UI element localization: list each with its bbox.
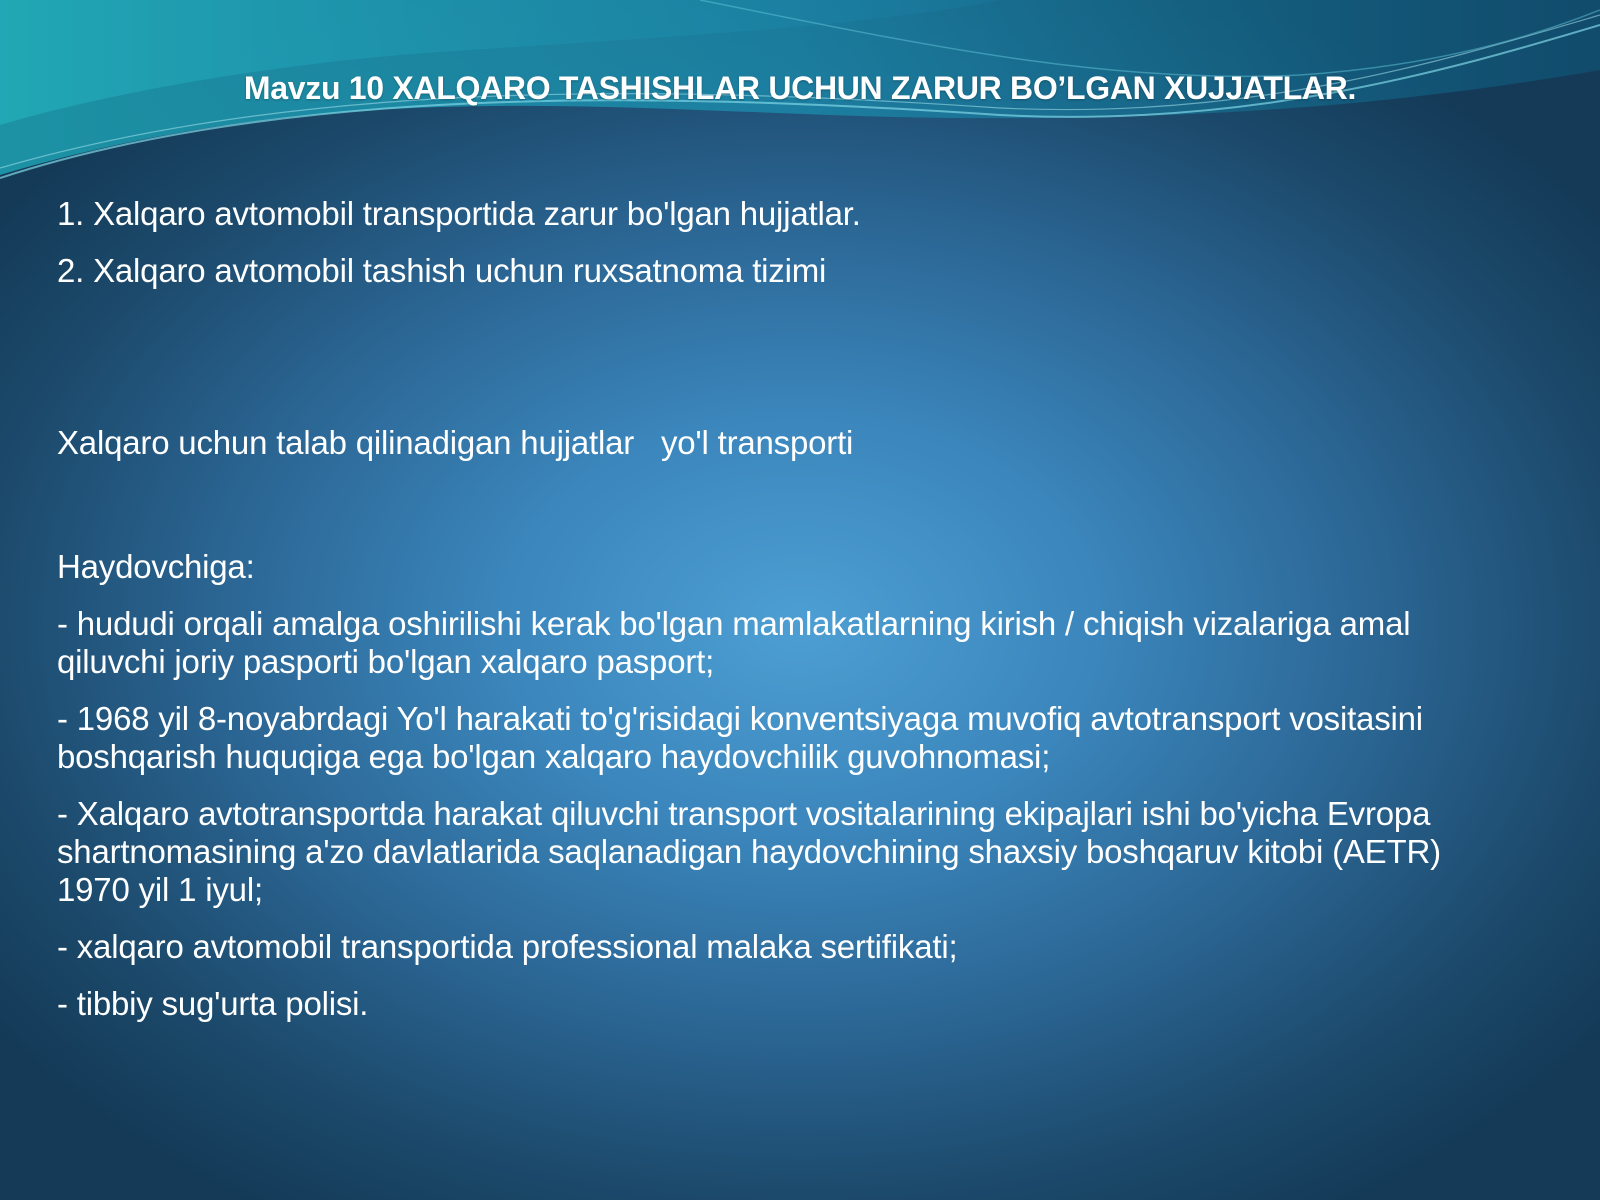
slide-body	[57, 195, 1507, 1042]
list-item: - tibbiy sug'urta polisi.	[57, 985, 369, 1022]
list-item: - Xalqaro avtotransportda harakat qiluvchi transport vositalarining ekipajlari ishi bo'yicha Evropa shartnomasining a'zo davlatlarida saqlanadigan haydovchining shaxsiy boshqaruv kitobi (AETR) 1970 yil 1 iyul;	[57, 795, 1441, 908]
section-label: Haydovchiga:	[57, 548, 255, 585]
subheading-part-1: Xalqaro uchun talab qilinadigan hujjatlar	[57, 424, 635, 461]
list-item: - xalqaro avtomobil transportida professional malaka sertifikati;	[57, 928, 958, 965]
list-item: - 1968 yil 8-noyabrdagi Yo'l harakati to'g'risidagi konventsiyaga muvofiq avtotransport vositasini boshqarish huquqiga ega bo'lgan xalqaro haydovchilik guvohnomasi;	[57, 700, 1423, 775]
subheading	[57, 424, 1507, 462]
slide-title: Mavzu 10 XALQARO TASHISHLAR UCHUN ZARUR BO’LGAN XUJJATLAR.	[243, 70, 1357, 106]
list-item: - hududi orqali amalga oshirilishi kerak bo'lgan mamlakatlarning kirish / chiqish vizalariga amal qiluvchi joriy pasporti bo'lgan xalqaro pasport;	[57, 605, 1411, 680]
subheading-part-2: yo'l transporti	[660, 424, 854, 461]
outline-item-1: 1. Xalqaro avtomobil transportida zarur bo'lgan hujjatlar.	[57, 195, 861, 232]
outline-item-2: 2. Xalqaro avtomobil tashish uchun ruxsatnoma tizimi	[57, 252, 827, 289]
